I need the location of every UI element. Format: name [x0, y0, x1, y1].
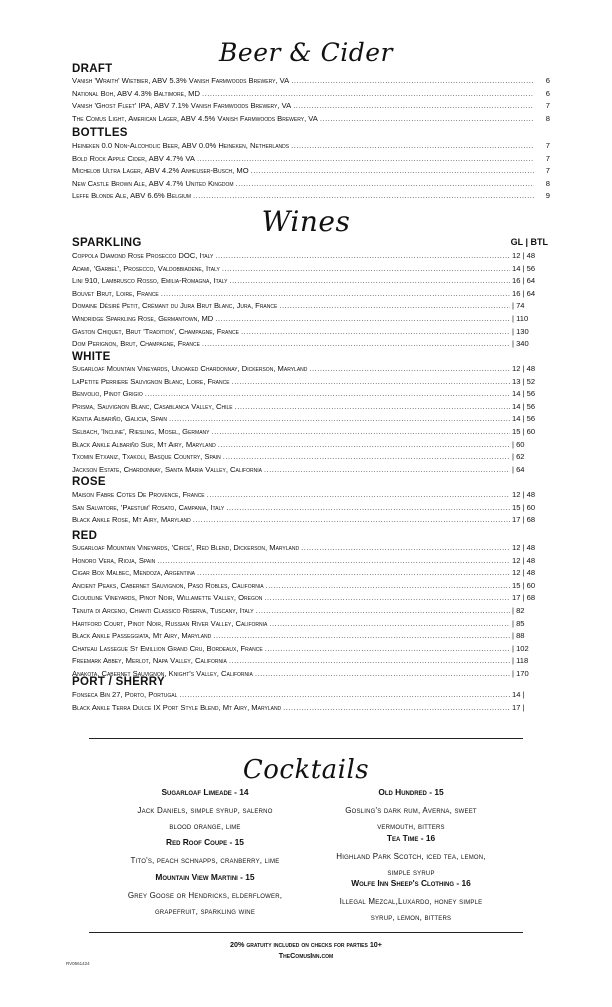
list-item: Jackson Estate, Chardonnay, Santa Maria Valley, California ..... | 64 — [72, 464, 550, 477]
white-list — [72, 363, 550, 476]
cocktail-desc: Illegal Mezcal,Luxardo, honey simple — [339, 897, 483, 906]
list-item: Maison Fabre Cotes De Provence, France ..... 12 | 48 — [72, 489, 550, 502]
menu-code: RV0561424 — [66, 961, 90, 966]
list-item: Coppola Diamond Rose Prosecco DOC, Italy ..... 12 | 48 — [72, 250, 550, 263]
sparkling-heading: SPARKLING — [72, 237, 142, 249]
list-item: Freemark Abbey, Merlot, Napa Valley, California ..... | 118 — [72, 655, 550, 668]
list-item: Kentia Albariño, Galicia, Spain ..... 14 | 56 — [72, 413, 550, 426]
cocktail-item — [305, 878, 517, 926]
gratuity-note: 20% gratuity included on checks for parties 10+ — [229, 940, 383, 949]
rose-list — [72, 489, 550, 527]
list-item: Leffe Blonde Ale, ABV 6.6% Belgium ..... 9 — [72, 190, 550, 203]
port-sherry-list — [72, 689, 550, 714]
list-item: New Castle Brown Ale, ABV 4.7% United Kingdom ..... 8 — [72, 178, 550, 191]
website-link[interactable]: TheComusInn.com — [278, 951, 334, 960]
white-heading: WHITE — [72, 351, 111, 363]
cocktail-desc: grapefruit, sparkling wine — [154, 907, 256, 916]
list-item: Ancient Peaks, Cabernet Sauvignon, Paso Robles, California ..... 15 | 60 — [72, 580, 550, 593]
list-item: Michelob Ultra Lager, ABV 4.2% Anheuser-Busch, MO ..... 7 — [72, 165, 550, 178]
list-item: Domaine Désiré Petit, Crémant du Jura Brut Blanc, Jura, France ..... | 74 — [72, 300, 550, 313]
list-item: Selbach, 'Incline', Riesling, Mosel, Germany ..... 15 | 60 — [72, 426, 550, 439]
cocktail-name: Wolfe Inn Sheep's Clothing - 16 — [351, 878, 471, 888]
list-item: Bold Rock Apple Cider, ABV 4.7% VA ..... 7 — [72, 153, 550, 166]
divider — [89, 932, 523, 933]
beer-cider-title: Beer & Cider — [219, 38, 393, 67]
list-item: Chateau Lassegue St Emillion Grand Cru, Bordeaux, France ..... | 102 — [72, 643, 550, 656]
cocktail-name: Old Hundred - 15 — [378, 787, 444, 797]
list-item: Black Ankle Rose, Mt Airy, Maryland ..... 17 | 68 — [72, 514, 550, 527]
list-item: Vanish 'Ghost Fleet' IPA, ABV 7.1% Vanish Farmwoods Brewery, VA ..... 7 — [72, 100, 550, 113]
cocktail-desc: vermouth, bitters — [377, 822, 445, 831]
cocktail-name: Mountain View Martini - 15 — [155, 872, 255, 882]
list-item: Gaston Chiquet, Brut 'Tradition', Champagne, France ..... | 130 — [72, 326, 550, 339]
cocktail-item — [100, 837, 310, 869]
rose-heading: ROSE — [72, 476, 106, 488]
list-item: Cigar Box Malbec, Mendoza, Argentina ..... 12 | 48 — [72, 567, 550, 580]
cocktail-desc: Jack Daniels, simple syrup, salerno — [137, 806, 273, 815]
bottles-heading: BOTTLES — [72, 127, 128, 139]
divider — [89, 738, 523, 739]
list-item: Bouvet Brut, Loire, France ..... 16 | 64 — [72, 288, 550, 301]
list-item: Black Ankle Terra Dulce IX Port Style Blend, Mt Airy, Maryland ..... 17 | — [72, 702, 550, 715]
cocktail-desc: syrup, lemon, bitters — [370, 913, 452, 922]
cocktail-name: Tea Time - 16 — [386, 833, 436, 843]
list-item: Txomin Etxaniz, Txakoli, Basque Country, Spain ..... | 62 — [72, 451, 550, 464]
list-item: Hartford Court, Pinot Noir, Russian River Valley, California ..... | 85 — [72, 618, 550, 631]
list-item: Adami, 'Garbel', Prosecco, Valdobbiadene, Italy ..... 14 | 56 — [72, 263, 550, 276]
wines-title: Wines — [261, 205, 351, 238]
list-item: The Comus Light, American Lager, ABV 4.5% Vanish Farmwoods Brewery, VA ..... 8 — [72, 113, 550, 126]
cocktail-item — [100, 787, 310, 835]
list-item: Benvolio, Pinot Grigio ..... 14 | 56 — [72, 388, 550, 401]
list-item: National Boh, ABV 4.3% Baltimore, MD ..... 6 — [72, 88, 550, 101]
list-item: LaPetite Perriere Sauvignon Blanc, Loire, France ..... 13 | 52 — [72, 376, 550, 389]
cocktail-desc: blood orange, lime — [169, 822, 241, 831]
list-item: Honoro Vera, Rioja, Spain ..... 12 | 48 — [72, 555, 550, 568]
cocktail-name: Sugarloaf Limeade - 14 — [161, 787, 249, 797]
sparkling-list — [72, 250, 550, 351]
list-item: Lini 910, Lambrusco Rosso, Emilia-Romagna, Italy ..... 16 | 64 — [72, 275, 550, 288]
cocktail-item — [305, 833, 517, 881]
list-item: Fonseca Bin 27, Porto, Portugal ..... 14 | — [72, 689, 550, 702]
list-item: Vanish 'Wraith' Wietbier, ABV 5.3% Vanish Farmwoods Brewery, VA ..... 6 — [72, 75, 550, 88]
list-item: Black Ankle Passeggiata, Mt Airy, Maryland ..... | 88 — [72, 630, 550, 643]
cocktail-desc: Gosling's dark rum, Averna, sweet — [345, 806, 477, 815]
cocktail-item — [305, 787, 517, 835]
red-heading: RED — [72, 530, 98, 542]
glass-bottle-header: GL | BTL — [510, 237, 548, 247]
cocktail-name: Red Roof Coupe - 15 — [166, 837, 244, 847]
list-item: Sugarloaf Mountain Vineyards, 'Circe', Red Blend, Dickerson, Maryland ..... 12 | 48 — [72, 542, 550, 555]
draft-list — [72, 75, 550, 125]
list-item: Sugarloaf Mountain Vineyards, Unoaked Chardonnay, Dickerson, Maryland ..... 12 | 48 — [72, 363, 550, 376]
cocktail-desc: simple syrup — [387, 868, 435, 877]
list-item: Black Ankle Albariño Sur, Mt Airy, Maryland ..... | 60 — [72, 439, 550, 452]
list-item: Anakota, Cabernet Sauvignon, Knight's Valley, California ..... | 170 — [72, 668, 550, 681]
cocktail-desc: Grey Goose or Hendricks, elderflower, — [127, 891, 283, 900]
list-item: Cloudline Vineyards, Pinot Noir, Willamette Valley, Oregon ..... 17 | 68 — [72, 592, 550, 605]
bottles-list — [72, 140, 550, 203]
list-item: Dom Perignon, Brut, Champagne, France ..... | 340 — [72, 338, 550, 351]
list-item: Tenuta di Arceno, Chianti Classico Riserva, Tuscany, Italy ..... | 82 — [72, 605, 550, 618]
list-item: Prisma, Sauvignon Blanc, Casablanca Valley, Chile ..... 14 | 56 — [72, 401, 550, 414]
red-list — [72, 542, 550, 681]
list-item: San Salvatore, 'Paestum' Rosato, Campania, Italy ..... 15 | 60 — [72, 502, 550, 515]
list-item: Windridge Sparkling Rose, Germantown, MD ..... | 110 — [72, 313, 550, 326]
port-sherry-heading: PORT / SHERRY — [72, 676, 165, 688]
list-item: Heineken 0.0 Non-Alcoholic Beer, ABV 0.0% Heineken, Netherlands ..... 7 — [72, 140, 550, 153]
cocktail-item — [100, 872, 310, 920]
draft-heading: DRAFT — [72, 63, 113, 75]
cocktails-title: Cocktails — [242, 755, 370, 785]
cocktail-desc: Tito's, peach schnapps, cranberry, lime — [130, 856, 280, 865]
cocktail-desc: Highland Park Scotch, iced tea, lemon, — [336, 852, 486, 861]
